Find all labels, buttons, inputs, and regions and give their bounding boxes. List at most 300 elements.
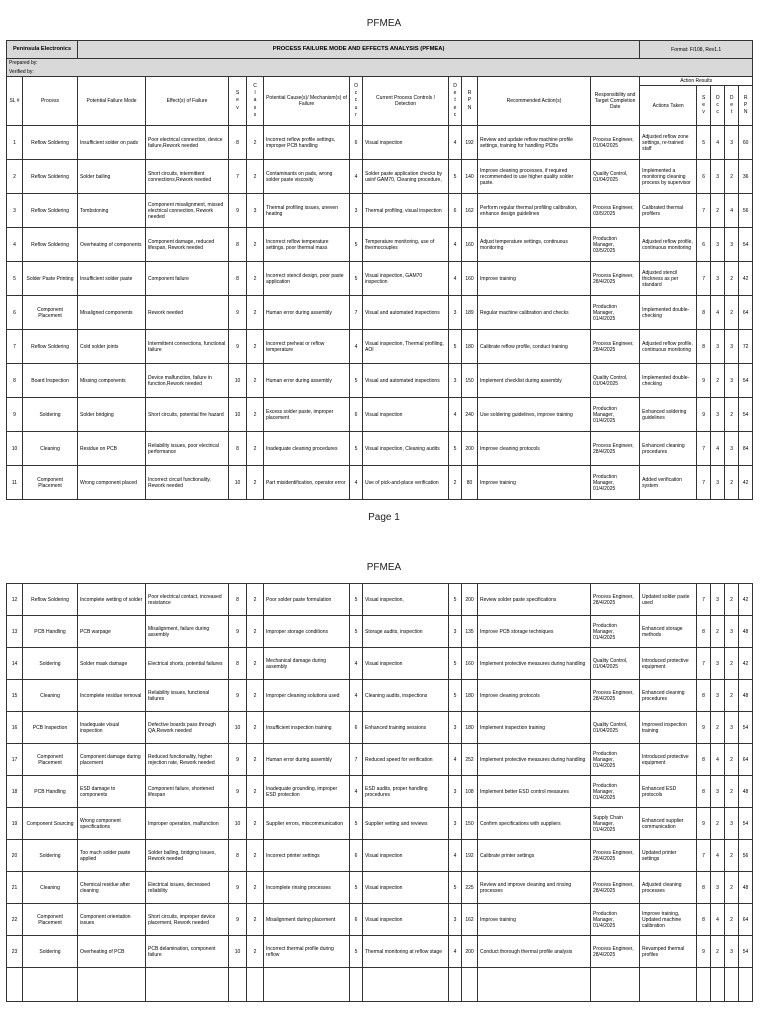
failure-mode-cell: Cold solder joints: [78, 330, 146, 364]
recommended-action-cell: Calibrate reflow profile, conduct training: [478, 330, 591, 364]
control-cell: Visual inspection: [363, 398, 449, 432]
cause-cell: Incorrect reflow profile settings, improper PCB handling: [264, 126, 350, 160]
process-cell: Cleaning: [23, 872, 78, 904]
result-rpn-cell: 42: [739, 262, 753, 296]
header-actions-taken: Actions Taken: [640, 86, 697, 126]
result-det-cell: 2: [725, 648, 739, 680]
detection-cell: 3: [449, 364, 462, 398]
cause-cell: Incomplete rinsing processes: [264, 872, 350, 904]
result-det-cell: 3: [725, 126, 739, 160]
result-occ-cell: 4: [711, 126, 725, 160]
rpn-cell: 225: [462, 872, 478, 904]
class-cell: 2: [247, 262, 264, 296]
severity-cell: 9: [229, 904, 247, 936]
occurrence-cell: 5: [350, 262, 363, 296]
control-cell: Visual inspection: [363, 840, 449, 872]
action-taken-cell: Introduced protective equipment: [640, 744, 697, 776]
control-cell: ESD audits, proper handling procedures: [363, 776, 449, 808]
action-taken-cell: Adjusted reflow profile, continuous monitoring: [640, 228, 697, 262]
result-rpn-cell: 48: [739, 776, 753, 808]
result-sev-cell: 6: [697, 160, 711, 194]
sl-cell: 20: [7, 840, 23, 872]
cause-cell: Misalignment during placement: [264, 904, 350, 936]
responsibility-cell: Process Engineer, 28/4/2025: [591, 262, 640, 296]
rpn-cell: 200: [462, 584, 478, 616]
cause-cell: Inadequate cleaning procedures: [264, 432, 350, 466]
table-row: [7, 398, 753, 432]
result-rpn-cell: 64: [739, 296, 753, 330]
header-sl: SL #: [7, 77, 23, 126]
process-cell: Soldering: [23, 648, 78, 680]
control-cell: Visual and automated inspections: [363, 364, 449, 398]
process-cell: Cleaning: [23, 680, 78, 712]
occurrence-cell: 6: [350, 712, 363, 744]
recommended-action-cell: Review and update reflow machine profile settings, training for handling PCBs: [478, 126, 591, 160]
result-det-cell: 2: [725, 840, 739, 872]
control-cell: Thermal monitoring at reflow stage: [363, 936, 449, 968]
occurrence-cell: 5: [350, 228, 363, 262]
class-cell: 2: [247, 330, 264, 364]
class-cell: 2: [247, 228, 264, 262]
result-occ-cell: 2: [711, 936, 725, 968]
sl-cell: 5: [7, 262, 23, 296]
table-row: [7, 466, 753, 500]
process-cell: Cleaning: [23, 432, 78, 466]
cause-cell: Human error during assembly: [264, 364, 350, 398]
severity-cell: 8: [229, 584, 247, 616]
occurrence-cell: 5: [350, 936, 363, 968]
rpn-cell: 252: [462, 744, 478, 776]
detection-cell: 4: [449, 840, 462, 872]
table-row: [7, 808, 753, 840]
table-row: [7, 330, 753, 364]
effect-cell: Solder balling, bridging issues, Rework needed: [146, 840, 229, 872]
effect-cell: Short circuits, potential fire hazard: [146, 398, 229, 432]
action-taken-cell: Adjusted cleaning processes: [640, 872, 697, 904]
detection-cell: 4: [449, 398, 462, 432]
recommended-action-cell: Confirm specifications with suppliers: [478, 808, 591, 840]
recommended-action-cell: Improve cleaning protocols: [478, 432, 591, 466]
control-cell: Storage audits, inspection: [363, 616, 449, 648]
header-recommended: Recommended Action(s): [478, 77, 591, 126]
sl-cell: 19: [7, 808, 23, 840]
page-number-label: Page 1: [368, 512, 400, 523]
result-det-cell: 2: [725, 584, 739, 616]
effect-cell: Rework needed: [146, 296, 229, 330]
result-sev-cell: 8: [697, 872, 711, 904]
effect-cell: Component misalignment, missed electrical connection, Rework needed: [146, 194, 229, 228]
detection-cell: 4: [449, 936, 462, 968]
header-class: C l a s s: [247, 77, 264, 126]
action-taken-cell: Enhanced cleaning procedures: [640, 680, 697, 712]
recommended-action-cell: Implement protective measures during handling: [478, 648, 591, 680]
recommended-action-cell: Use soldering guidelines, improve training: [478, 398, 591, 432]
responsibility-cell: Process Engineer, 28/4/2025: [591, 330, 640, 364]
empty-cell: [78, 968, 146, 1002]
action-taken-cell: Enhanced soldering guidelines: [640, 398, 697, 432]
process-cell: PCB Inspection: [23, 712, 78, 744]
result-det-cell: 4: [725, 194, 739, 228]
process-cell: Reflow Soldering: [23, 228, 78, 262]
class-cell: 3: [247, 194, 264, 228]
prepared-by-label: Prepared by:: [7, 59, 753, 68]
cause-cell: Thermal profiling issues, uneven heating: [264, 194, 350, 228]
cause-cell: Improper storage conditions: [264, 616, 350, 648]
severity-cell: 9: [229, 330, 247, 364]
result-det-cell: 2: [725, 296, 739, 330]
process-cell: Reflow Soldering: [23, 160, 78, 194]
detection-cell: 3: [449, 904, 462, 936]
empty-cell: [449, 968, 462, 1002]
severity-cell: 7: [229, 160, 247, 194]
action-taken-cell: Added verification system: [640, 466, 697, 500]
effect-cell: Component failure, shortened lifespan: [146, 776, 229, 808]
process-cell: Reflow Soldering: [23, 584, 78, 616]
result-det-cell: 2: [725, 904, 739, 936]
cause-cell: Insufficient inspection training: [264, 712, 350, 744]
recommended-action-cell: Perform regular thermal profiling calibration, enhance design guidelines: [478, 194, 591, 228]
sl-cell: 17: [7, 744, 23, 776]
sl-cell: 22: [7, 904, 23, 936]
result-sev-cell: 7: [697, 194, 711, 228]
effect-cell: Improper operation, malfunction: [146, 808, 229, 840]
empty-cell: [739, 968, 753, 1002]
occurrence-cell: 5: [350, 808, 363, 840]
control-cell: Visual inspection,: [363, 584, 449, 616]
action-taken-cell: Calibrated thermal profilers: [640, 194, 697, 228]
empty-cell: [462, 968, 478, 1002]
action-taken-cell: Adjusted reflow profile, continuous monitoring: [640, 330, 697, 364]
rpn-cell: 240: [462, 398, 478, 432]
detection-cell: 5: [449, 584, 462, 616]
failure-mode-cell: Wrong component specifications: [78, 808, 146, 840]
severity-cell: 10: [229, 466, 247, 500]
table-row: [7, 126, 753, 160]
sheet-title-page-2: PFMEA: [366, 562, 402, 573]
recommended-action-cell: Implement better ESD control measures: [478, 776, 591, 808]
failure-mode-cell: Overheating of components: [78, 228, 146, 262]
occurrence-cell: 7: [350, 744, 363, 776]
effect-cell: Intermittent connections, functional failure: [146, 330, 229, 364]
recommended-action-cell: Improve PCB storage techniques: [478, 616, 591, 648]
occurrence-cell: 4: [350, 160, 363, 194]
detection-cell: 4: [449, 262, 462, 296]
rpn-cell: 180: [462, 330, 478, 364]
empty-cell: [350, 968, 363, 1002]
document-title: PROCESS FAILURE MODE AND EFFECTS ANALYSIS (PFMEA): [78, 41, 640, 59]
responsibility-cell: Process Engineer, 28/4/2025: [591, 872, 640, 904]
recommended-action-cell: Review solder paste specifications: [478, 584, 591, 616]
result-sev-cell: 8: [697, 616, 711, 648]
detection-cell: 5: [449, 872, 462, 904]
effect-cell: Incorrect circuit functionality, Rework needed: [146, 466, 229, 500]
rpn-cell: 192: [462, 126, 478, 160]
result-det-cell: 2: [725, 744, 739, 776]
cause-cell: Mechanical damage during assembly: [264, 648, 350, 680]
result-occ-cell: 3: [711, 228, 725, 262]
result-occ-cell: 3: [711, 398, 725, 432]
class-cell: 2: [247, 680, 264, 712]
sl-cell: 13: [7, 616, 23, 648]
severity-cell: 9: [229, 616, 247, 648]
detection-cell: 2: [449, 466, 462, 500]
responsibility-cell: Production Manager, 01/4/2025: [591, 398, 640, 432]
result-sev-cell: 7: [697, 840, 711, 872]
responsibility-cell: Quality Control, 01/04/2025: [591, 712, 640, 744]
control-cell: Supplier vetting and reviews: [363, 808, 449, 840]
table-row: [7, 904, 753, 936]
result-sev-cell: 7: [697, 584, 711, 616]
control-cell: Visual inspection: [363, 872, 449, 904]
responsibility-cell: Production Manager, 01/4/2025: [591, 466, 640, 500]
class-cell: 2: [247, 648, 264, 680]
rpn-cell: 162: [462, 904, 478, 936]
failure-mode-cell: Misaligned components: [78, 296, 146, 330]
result-det-cell: 2: [725, 680, 739, 712]
process-cell: Component Placement: [23, 744, 78, 776]
effect-cell: Short circuits, improper device placement, Rework needed: [146, 904, 229, 936]
rpn-cell: 108: [462, 776, 478, 808]
rpn-cell: 135: [462, 616, 478, 648]
responsibility-cell: Quality Control, 01/04/2025: [591, 648, 640, 680]
result-occ-cell: 3: [711, 330, 725, 364]
class-cell: 2: [247, 936, 264, 968]
effect-cell: Reliability issues, functional failures: [146, 680, 229, 712]
result-det-cell: 3: [725, 936, 739, 968]
effect-cell: Component failure: [146, 262, 229, 296]
result-rpn-cell: 56: [739, 194, 753, 228]
empty-cell: [363, 968, 449, 1002]
recommended-action-cell: Improve training: [478, 262, 591, 296]
sl-cell: 11: [7, 466, 23, 500]
result-rpn-cell: 42: [739, 648, 753, 680]
result-sev-cell: 5: [697, 126, 711, 160]
action-taken-cell: Implemented a monitoring cleaning process by supervisor: [640, 160, 697, 194]
failure-mode-cell: Component orientation issues: [78, 904, 146, 936]
failure-mode-cell: Component damage during placement: [78, 744, 146, 776]
sl-cell: 10: [7, 432, 23, 466]
header-controls: Current Process Controls / Detection: [363, 77, 449, 126]
control-cell: Reduced speed for verification: [363, 744, 449, 776]
effect-cell: Poor electrical connection, device failure,Rework needed: [146, 126, 229, 160]
class-cell: 2: [247, 584, 264, 616]
class-cell: 2: [247, 616, 264, 648]
table-row: [7, 872, 753, 904]
result-rpn-cell: 54: [739, 228, 753, 262]
failure-mode-cell: Solder balling: [78, 160, 146, 194]
class-cell: 2: [247, 776, 264, 808]
cause-cell: Contaminants on pads, wrong solder paste viscosity: [264, 160, 350, 194]
occurrence-cell: 7: [350, 296, 363, 330]
result-occ-cell: 4: [711, 744, 725, 776]
class-cell: 2: [247, 466, 264, 500]
sl-cell: 9: [7, 398, 23, 432]
failure-mode-cell: Overheating of PCB: [78, 936, 146, 968]
rpn-cell: 200: [462, 936, 478, 968]
control-cell: Temperature monitoring, use of thermocouples: [363, 228, 449, 262]
class-cell: 2: [247, 744, 264, 776]
class-cell: 2: [247, 872, 264, 904]
header-effects: Effect(s) of Failure: [146, 77, 229, 126]
severity-cell: 9: [229, 296, 247, 330]
severity-cell: 9: [229, 744, 247, 776]
severity-cell: 8: [229, 432, 247, 466]
recommended-action-cell: Review and improve cleaning and rinsing processes: [478, 872, 591, 904]
header-result-det: D e t: [725, 86, 739, 126]
sl-cell: 6: [7, 296, 23, 330]
empty-cell: [591, 968, 640, 1002]
effect-cell: Defective boards pass through QA,Rework needed: [146, 712, 229, 744]
responsibility-cell: Production Manager, 03/5/2025: [591, 228, 640, 262]
empty-cell: [264, 968, 350, 1002]
severity-cell: 10: [229, 712, 247, 744]
responsibility-cell: Process Engineer, 28/4/2025: [591, 680, 640, 712]
process-cell: PCB Handling: [23, 616, 78, 648]
failure-mode-cell: Incomplete residue removal: [78, 680, 146, 712]
effect-cell: Short circuits, intermittent connections,Rework needed: [146, 160, 229, 194]
rpn-cell: 162: [462, 194, 478, 228]
occurrence-cell: 6: [350, 840, 363, 872]
effect-cell: PCB delamination, component failure: [146, 936, 229, 968]
sl-cell: 12: [7, 584, 23, 616]
failure-mode-cell: ESD damage to components: [78, 776, 146, 808]
result-rpn-cell: 54: [739, 808, 753, 840]
occurrence-cell: 5: [350, 616, 363, 648]
recommended-action-cell: Adjust temperature settings, continuous monitoring: [478, 228, 591, 262]
table-row: [7, 160, 753, 194]
empty-cell: [640, 968, 697, 1002]
action-taken-cell: Enhanced supplier communication: [640, 808, 697, 840]
sl-cell: 3: [7, 194, 23, 228]
result-det-cell: 3: [725, 228, 739, 262]
detection-cell: 3: [449, 616, 462, 648]
header-action-results: Action Results: [640, 77, 753, 86]
responsibility-cell: Process Engineer, 28/4/2025: [591, 840, 640, 872]
process-cell: Component Sourcing: [23, 808, 78, 840]
severity-cell: 9: [229, 776, 247, 808]
occurrence-cell: 4: [350, 680, 363, 712]
action-taken-cell: Enhanced storage methods: [640, 616, 697, 648]
occurrence-cell: 5: [350, 584, 363, 616]
detection-cell: 4: [449, 126, 462, 160]
empty-cell: [7, 968, 23, 1002]
table-row: [7, 936, 753, 968]
sl-cell: 7: [7, 330, 23, 364]
occurrence-cell: 3: [350, 194, 363, 228]
result-rpn-cell: 84: [739, 432, 753, 466]
result-det-cell: 2: [725, 776, 739, 808]
cause-cell: Human error during assembly: [264, 744, 350, 776]
failure-mode-cell: Insufficient solder on pads: [78, 126, 146, 160]
control-cell: Visual inspection: [363, 126, 449, 160]
recommended-action-cell: Calibrate printer settings: [478, 840, 591, 872]
detection-cell: 5: [449, 160, 462, 194]
action-taken-cell: Introduced protective equipment: [640, 648, 697, 680]
result-sev-cell: 8: [697, 904, 711, 936]
result-sev-cell: 8: [697, 296, 711, 330]
header-process: Process: [23, 77, 78, 126]
occurrence-cell: 6: [350, 904, 363, 936]
empty-table-row: [7, 968, 753, 1002]
process-cell: Reflow Soldering: [23, 126, 78, 160]
occurrence-cell: 4: [350, 776, 363, 808]
result-sev-cell: 9: [697, 364, 711, 398]
result-rpn-cell: 64: [739, 904, 753, 936]
result-sev-cell: 8: [697, 680, 711, 712]
recommended-action-cell: Implement checklist during assembly: [478, 364, 591, 398]
detection-cell: 3: [449, 712, 462, 744]
responsibility-cell: Process Engineer, 28/4/2025: [591, 584, 640, 616]
result-occ-cell: 3: [711, 776, 725, 808]
result-det-cell: 3: [725, 432, 739, 466]
detection-cell: 3: [449, 776, 462, 808]
rpn-cell: 160: [462, 648, 478, 680]
control-cell: Visual inspection, Thermal profiling, AOI: [363, 330, 449, 364]
detection-cell: 4: [449, 744, 462, 776]
sl-cell: 8: [7, 364, 23, 398]
detection-cell: 5: [449, 432, 462, 466]
header-result-rpn: R P N: [739, 86, 753, 126]
result-occ-cell: 2: [711, 364, 725, 398]
recommended-action-cell: Improve training: [478, 904, 591, 936]
control-cell: Visual inspection, GAM70 inspection: [363, 262, 449, 296]
occurrence-cell: 5: [350, 432, 363, 466]
cause-cell: Incorrect thermal profile during reflow: [264, 936, 350, 968]
header-detec: D e t e c: [449, 77, 462, 126]
result-det-cell: 2: [725, 398, 739, 432]
cause-cell: Incorrect stencil design, poor paste application: [264, 262, 350, 296]
control-cell: Cleaning audits, inspections: [363, 680, 449, 712]
result-occ-cell: 4: [711, 432, 725, 466]
responsibility-cell: Production Manager, 01/4/2025: [591, 296, 640, 330]
occurrence-cell: 4: [350, 466, 363, 500]
cause-cell: Excess solder paste, improper placement: [264, 398, 350, 432]
responsibility-cell: Production Manager, 01/4/2025: [591, 616, 640, 648]
result-rpn-cell: 36: [739, 160, 753, 194]
failure-mode-cell: Tombstoning: [78, 194, 146, 228]
responsibility-cell: Quality Control, 01/04/2025: [591, 160, 640, 194]
action-taken-cell: Implemented double-checking: [640, 296, 697, 330]
effect-cell: Component damage, reduced lifespan, Rework needed: [146, 228, 229, 262]
responsibility-cell: Production Manager, 01/4/2025: [591, 776, 640, 808]
detection-cell: 4: [449, 228, 462, 262]
responsibility-cell: Process Engineer, 28/4/2025: [591, 936, 640, 968]
sl-cell: 21: [7, 872, 23, 904]
process-cell: Soldering: [23, 936, 78, 968]
responsibility-cell: Quality Control, 01/04/2025: [591, 364, 640, 398]
result-occ-cell: 4: [711, 296, 725, 330]
rpn-cell: 150: [462, 808, 478, 840]
result-occ-cell: 2: [711, 712, 725, 744]
result-rpn-cell: 48: [739, 616, 753, 648]
verified-by-label: Verified by:: [7, 68, 753, 77]
result-det-cell: 2: [725, 262, 739, 296]
severity-cell: 9: [229, 680, 247, 712]
control-cell: Solder paste application checks by usinf GAM70, Cleaning procedure,: [363, 160, 449, 194]
result-sev-cell: 8: [697, 776, 711, 808]
action-taken-cell: Implemented double-checking: [640, 364, 697, 398]
result-occ-cell: 3: [711, 680, 725, 712]
detection-cell: 6: [449, 194, 462, 228]
result-rpn-cell: 42: [739, 584, 753, 616]
table-row: [7, 648, 753, 680]
result-occ-cell: 4: [711, 840, 725, 872]
rpn-cell: 192: [462, 840, 478, 872]
control-cell: Visual and automated inspections: [363, 296, 449, 330]
table-row: [7, 616, 753, 648]
table-row: [7, 296, 753, 330]
process-cell: Component Placement: [23, 296, 78, 330]
